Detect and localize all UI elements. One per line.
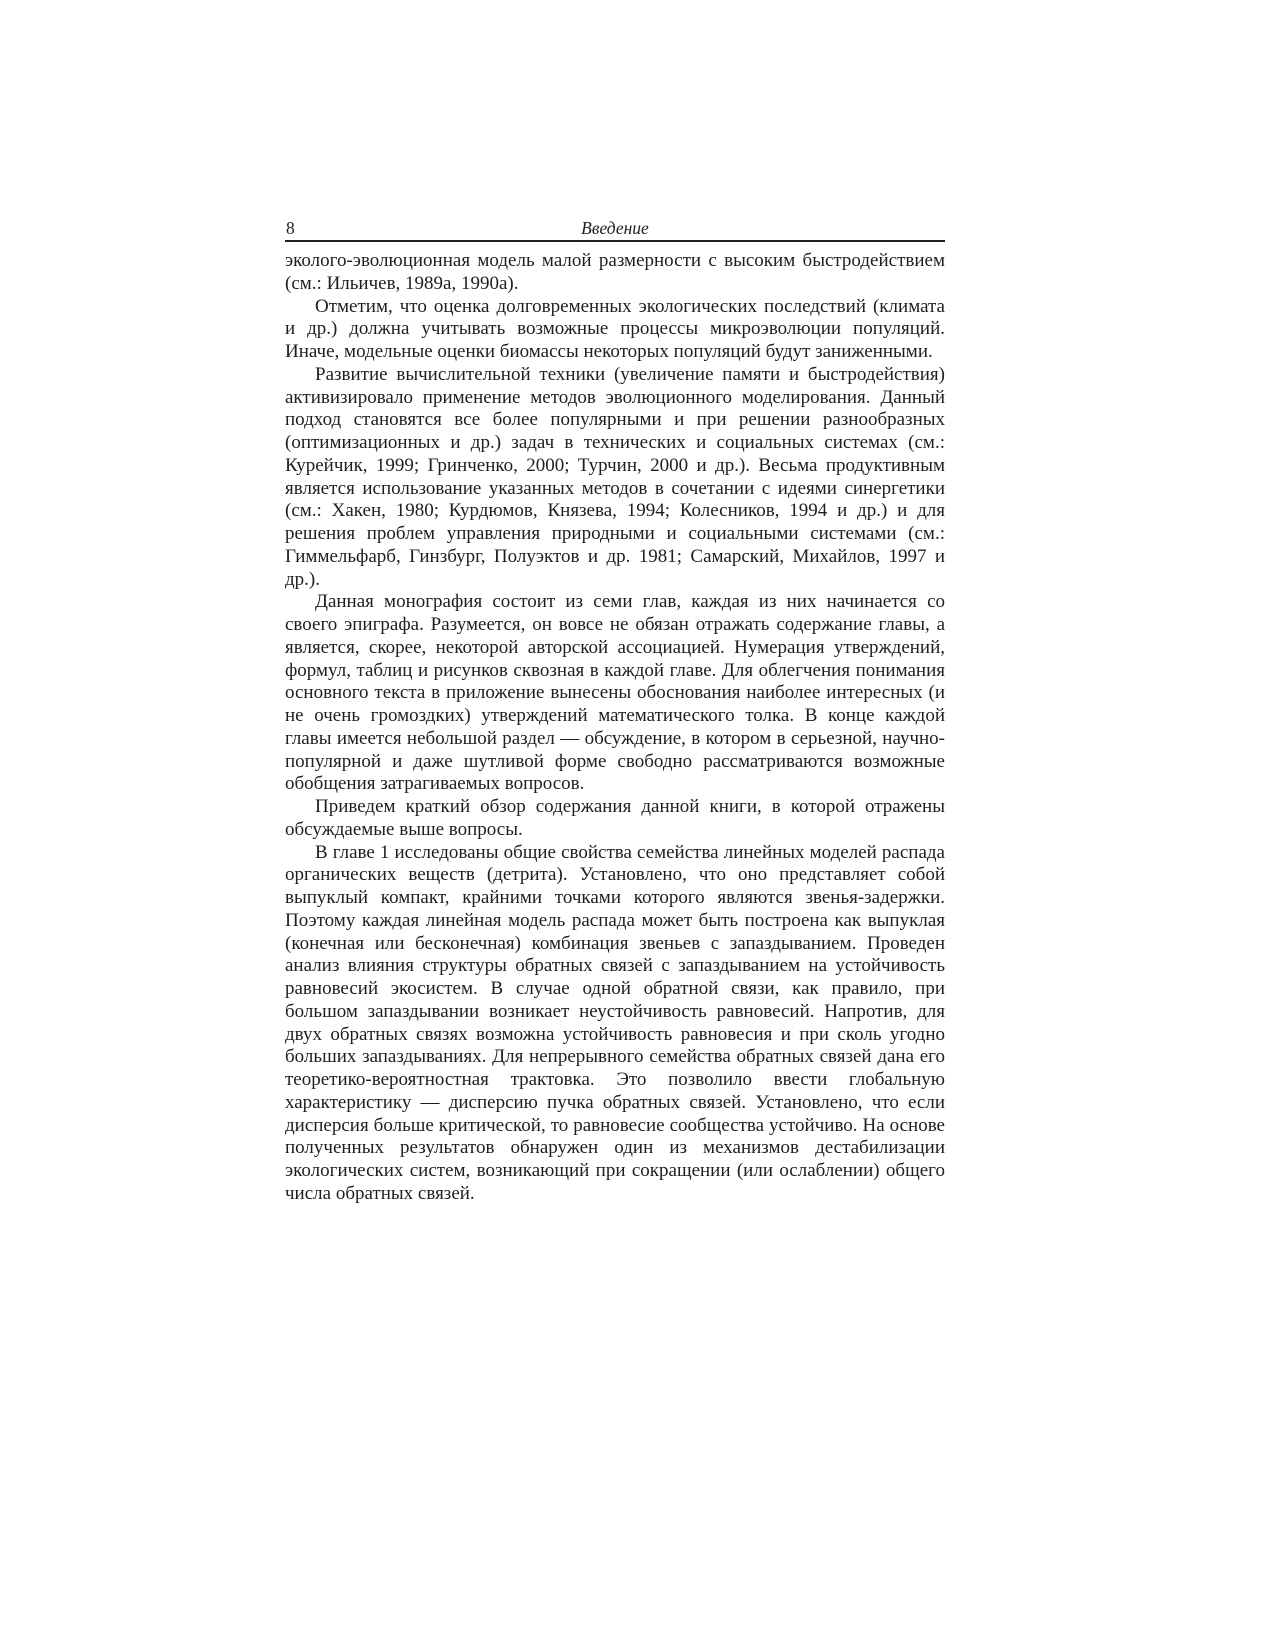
paragraph-overview-intro: Приведем краткий обзор содержания данной книги, в которой отражены обсуждаемые выше вопросы. (285, 796, 945, 840)
paragraph-ecological-consequences: Отметим, что оценка долговременных экологических последствий (климата и др.) должна учитывать возможные процессы микроэволюции популяций. Иначе, модельные оценки биомассы некоторых популяций будут заниженными. (285, 295, 945, 362)
paragraph-continuation: эколого-эволюционная модель малой размерности с высоким быстродействием (см.: Ильичев, 1989a, 1990a). (285, 250, 945, 294)
running-header (285, 216, 945, 242)
book-page (285, 216, 945, 1206)
paragraph-computing-development: Развитие вычислительной техники (увеличение памяти и быстродействия) активизировало применение методов эволюционного моделирования. Данный подход становятся все более популярными и при решении разнообразных (оптимизационных и др.) задач в технических и социальных системах (см.: Курейчик, 1999; Гринченко, 2000; Турчин, 2000 и др.). Весьма продуктивным является использование указанных методов в сочетании с идеями синергетики (см.: Хакен, 1980; Курдюмов, Князева, 1994; Колесников, 1994 и др.) и для решения проблем управления природными и социальными системами (см.: Гиммельфарб, Гинзбург, Полуэктов и др. 1981; Самарский, Михайлов, 1997 и др.). (285, 363, 945, 590)
paragraph-monograph-structure: Данная монография состоит из семи глав, каждая из них начинается со своего эпиграфа. Разумеется, он вовсе не обязан отражать содержание главы, а является, скорее, некоторой авторской ассоциацией. Нумерация утверждений, формул, таблиц и рисунков сквозная в каждой главе. Для облегчения понимания основного текста в приложение вынесены обоснования наиболее интересных (и не очень громоздких) утверждений математического толка. В конце каждой главы имеется небольшой раздел — обсуждение, в котором в серьезной, научно-популярной и даже шутливой форме свободно рассматриваются возможные обобщения затрагиваемых вопросов. (285, 591, 945, 795)
section-title: Введение (581, 218, 649, 238)
page-number: 8 (286, 218, 295, 238)
paragraph-chapter-1-summary: В главе 1 исследованы общие свойства семейства линейных моделей распада органических веществ (детрита). Установлено, что оно представляет собой выпуклый компакт, крайними точками которого являются звенья-задержки. Поэтому каждая линейная модель распада может быть построена как выпуклая (конечная или бесконечная) комбинация звеньев с запаздыванием. Проведен анализ влияния структуры обратных связей с запаздыванием на устойчивость равновесий экосистем. В случае одной обратной связи, как правило, при большом запаздывании возникает неустойчивость равновесий. Напротив, для двух обратных связях возможна устойчивость равновесия и при сколь угодно больших запаздываниях. Для непрерывного семейства обратных связей дана его теоретико-вероятностная трактовка. Это позволило ввести глобальную характеристику — дисперсию пучка обратных связей. Установлено, что если дисперсия больше критической, то равновесие сообщества устойчиво. На основе полученных результатов обнаружен один из механизмов дестабилизации экологических систем, возникающий при сокращении (или ослаблении) общего числа обратных связей. (285, 841, 945, 1204)
body-text (285, 250, 945, 1206)
